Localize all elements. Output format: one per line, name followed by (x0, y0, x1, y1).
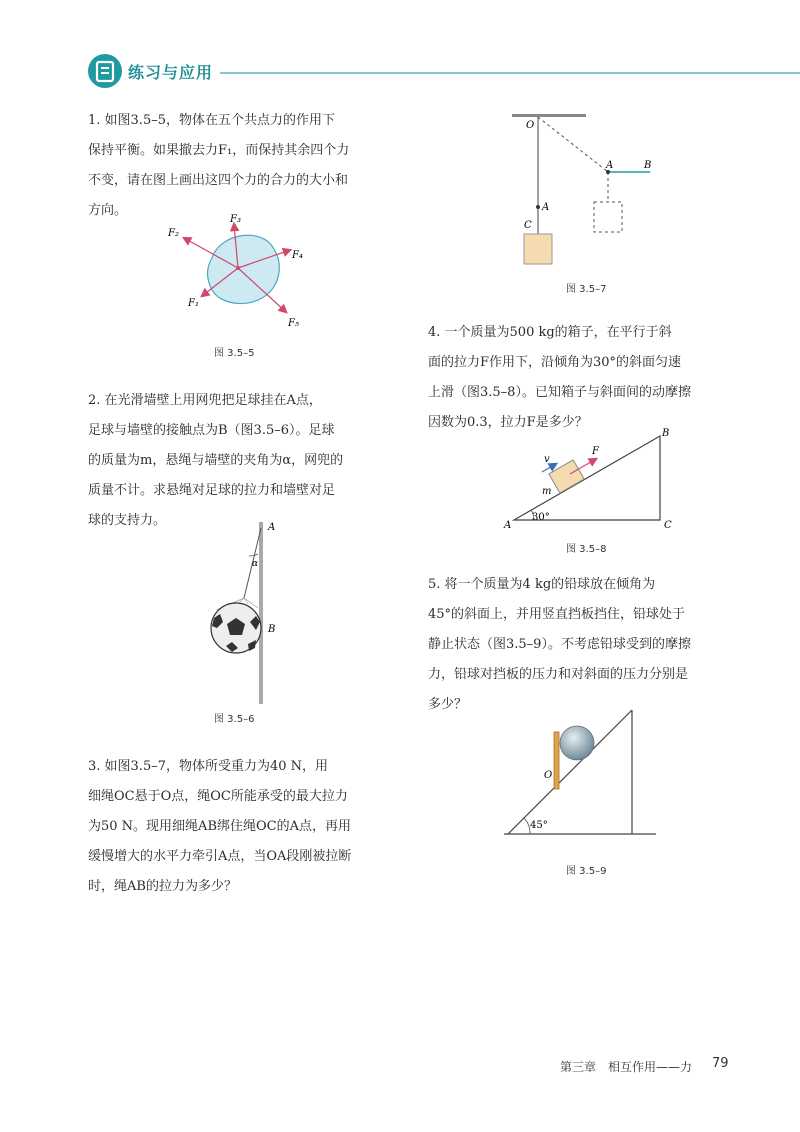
label-f3: F₃ (230, 214, 241, 225)
caption-3-5-7: 图 3.5–7 (566, 284, 607, 295)
section-title: 练习与应用 (128, 63, 214, 82)
figure-3-5-9 (500, 706, 660, 846)
weight-box (524, 234, 552, 264)
text-line: 因数为0.3，拉力F是多少？ (428, 415, 588, 430)
text-line: 4. 一个质量为500 kg的箱子，在平行于斜 (428, 325, 672, 340)
label-alpha: α (252, 559, 259, 569)
label-b: B (268, 624, 276, 635)
text-line: 时，绳AB的拉力为多少？ (88, 879, 237, 894)
baffle-plate (554, 732, 559, 789)
label-angle: 45° (530, 820, 548, 831)
label-f: F (592, 446, 599, 457)
text-line: 多少？ (428, 697, 468, 712)
figure-3-5-7 (500, 108, 670, 274)
section-icon (88, 54, 122, 88)
caption-3-5-8: 图 3.5–8 (566, 544, 607, 555)
footer-chapter: 第三章 相互作用——力 (560, 1060, 693, 1074)
text-line: 5. 将一个质量为4 kg的铅球放在倾角为 (428, 577, 656, 592)
text-line: 静止状态（图3.5–9）。不考虑铅球受到的摩擦 (428, 637, 691, 652)
text-line: 2. 在光滑墙壁上用网兜把足球挂在A点， (88, 393, 322, 408)
text-line: 3. 如图3.5–7，物体所受重力为40 N，用 (88, 759, 329, 774)
lead-ball (560, 726, 594, 760)
problem-4 (428, 318, 730, 438)
label-c: C (664, 520, 672, 531)
text-line: 细绳OC悬于O点，绳OC所能承受的最大拉力 (88, 789, 348, 804)
text-line: 缓慢增大的水平力牵引A点，当OA段刚被拉断 (88, 849, 352, 864)
caption-3-5-9: 图 3.5–9 (566, 866, 607, 877)
label-b: B (662, 428, 670, 439)
text-line: 1. 如图3.5–5，物体在五个共点力的作用下 (88, 113, 335, 128)
text-line: 45°的斜面上，并用竖直挡板挡住，铅球处于 (428, 607, 686, 622)
text-line: 方向。 (88, 203, 128, 218)
incline (514, 436, 660, 520)
label-o: O (544, 770, 553, 781)
label-b: B (644, 160, 652, 171)
problem-2 (88, 386, 388, 536)
text-line: 的质量为m，悬绳与墙壁的夹角为α，网兜的 (88, 453, 344, 468)
label-a: A (504, 520, 512, 531)
text-line: 球的支持力。 (88, 513, 167, 528)
label-a2: A (606, 160, 614, 171)
object-blob (208, 235, 280, 303)
section-header (0, 48, 800, 92)
text-line: 质量不计。求悬绳对足球的拉力和墙壁对足 (88, 483, 336, 498)
label-m: m (542, 486, 552, 497)
caption-3-5-5: 图 3.5–5 (214, 348, 255, 359)
wall (259, 522, 263, 704)
text-line: 足球与墙壁的接触点为B（图3.5–6）。足球 (88, 423, 335, 438)
label-v: v (544, 454, 550, 465)
text-line: 为50 N。现用细绳AB绑住绳OC的A点，再用 (88, 819, 351, 834)
label-o: O (526, 120, 535, 131)
ceiling (512, 114, 586, 117)
text-line: 不变，请在图上画出这四个力的合力的大小和 (88, 173, 349, 188)
label-a: A (542, 202, 550, 213)
problem-5 (428, 570, 730, 720)
label-f5: F₅ (288, 318, 299, 329)
label-f1: F₁ (188, 298, 199, 309)
header-divider (220, 72, 800, 74)
label-c: C (524, 220, 532, 231)
label-angle: 30° (532, 512, 550, 523)
figure-3-5-8 (500, 424, 690, 534)
text-line: 面的拉力F作用下，沿倾角为30°的斜面匀速 (428, 355, 682, 370)
figure-3-5-5 (150, 208, 330, 338)
text-line: 上滑（图3.5–8）。已知箱子与斜面间的动摩擦 (428, 385, 691, 400)
label-a: A (268, 522, 276, 533)
text-line: 力，铅球对挡板的压力和对斜面的压力分别是 (428, 667, 689, 682)
page-number: 79 (712, 1056, 729, 1071)
text-line: 保持平衡。如果撤去力F₁，而保持其余四个力 (88, 143, 350, 158)
figure-3-5-6 (200, 518, 300, 708)
label-f4: F₄ (292, 250, 303, 261)
label-f2: F₂ (168, 228, 179, 239)
caption-3-5-6: 图 3.5–6 (214, 714, 255, 725)
problem-3 (88, 752, 388, 902)
